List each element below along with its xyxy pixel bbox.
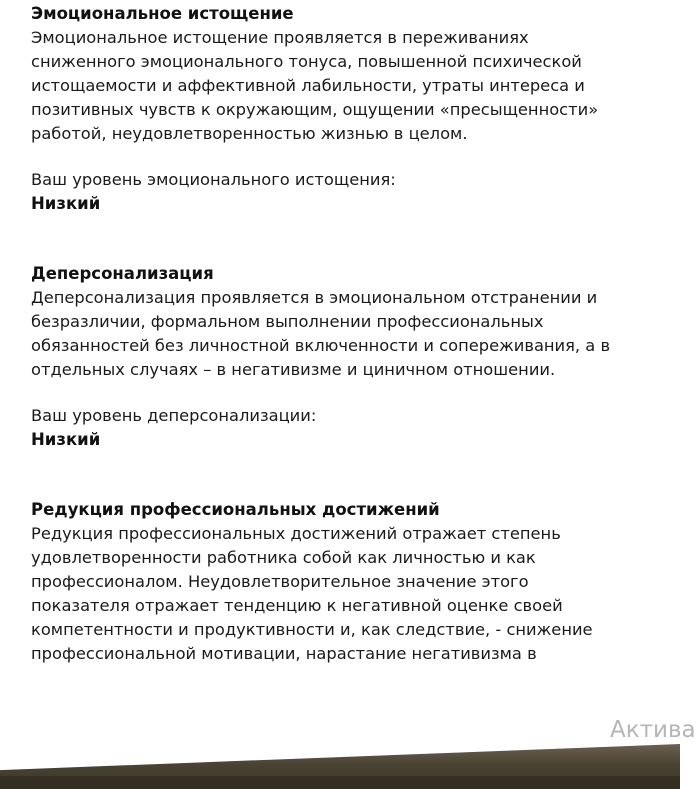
level-value: Низкий (31, 194, 101, 213)
section-description: Редукция профессиональных достижений отражает степень удовлетворенности работника собой как личностью и как профессионалом. Неудовлетворительное значение этого показателя отражает тенденцию к негативной оценке своей компетентности и продуктивности и, как следствие, - снижение профессиональной мотивации, нарастание негативизма в (31, 524, 593, 663)
section-description: Эмоциональное истощение проявляется в переживаниях сниженного эмоционального тонуса, повышенной психической истощаемости и аффективной лабильности, утраты интереса и позитивных чувств к окружающим, ощущении «пресыщенности» работой, неудовлетворенностью жизнью в целом. (31, 28, 599, 143)
watermark-title: Актива (610, 717, 696, 743)
section-title: Деперсонализация (31, 264, 214, 283)
section-title: Редукция профессиональных достижений (31, 500, 440, 519)
section-description: Деперсонализация проявляется в эмоциональном отстранении и безразличии, формальном выполнении профессиональных обязанностей без личностной включенности и сопереживания, а в отдельных случаях – в негативизме и циничном отношении. (31, 288, 611, 379)
document-content (31, 2, 631, 666)
section-emotional-exhaustion (31, 2, 631, 216)
footer-shadow (0, 776, 680, 789)
level-label: Ваш уровень деперсонализации: (31, 406, 317, 425)
level-value: Низкий (31, 430, 101, 449)
section-depersonalization (31, 262, 631, 452)
level-label: Ваш уровень эмоционального истощения: (31, 170, 396, 189)
section-title: Эмоциональное истощение (31, 4, 294, 23)
section-professional-reduction (31, 498, 631, 666)
